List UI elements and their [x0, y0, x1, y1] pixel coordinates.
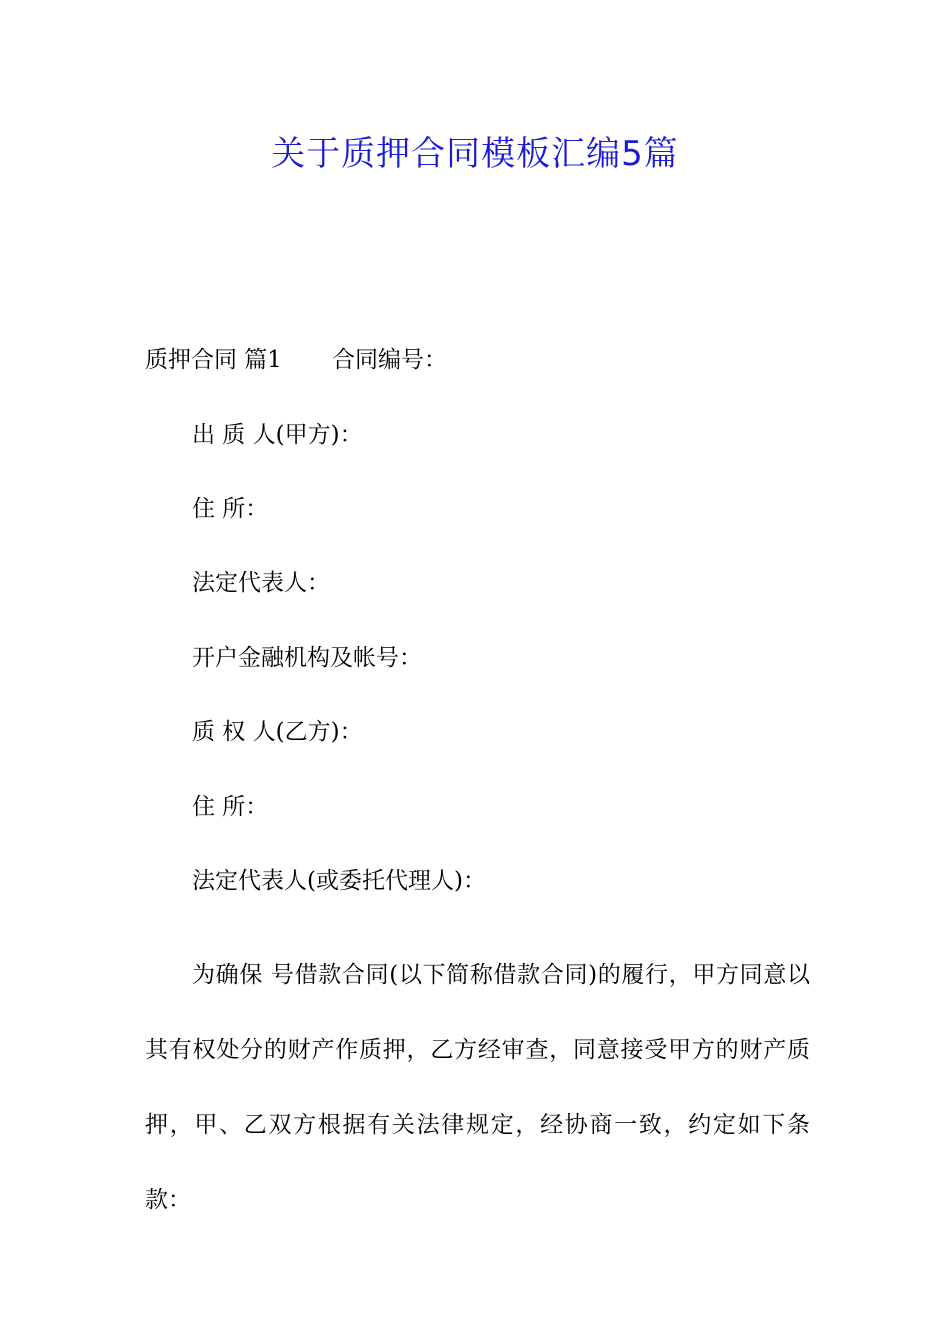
document-title: 关于质押合同模板汇编5篇 [271, 134, 679, 174]
section-heading: 质押合同 篇1 [145, 347, 282, 373]
field-pledgee-address: 住 所： [192, 794, 269, 820]
contract-number-label: 合同编号： [331, 347, 447, 373]
field-pledgor-legal-rep: 法定代表人： [192, 570, 330, 596]
field-pledgee-legal-rep: 法定代表人(或委托代理人)： [192, 868, 486, 894]
body-paragraph: 为确保 号借款合同(以下简称借款合同)的履行，甲方同意以其有权处分的财产作质押，乙方经审查，同意接受甲方的财产质押，甲、乙双方根据有关法律规定，经协商一致，约定如下条款： [145, 962, 810, 1213]
field-bank-account: 开户金融机构及帐号： [192, 645, 422, 671]
field-pledgee: 质 权 人(乙方)： [192, 719, 363, 745]
section-heading-line [145, 344, 447, 376]
field-pledgor: 出 质 人(甲方)： [192, 422, 363, 448]
field-pledgor-address: 住 所： [192, 496, 269, 522]
